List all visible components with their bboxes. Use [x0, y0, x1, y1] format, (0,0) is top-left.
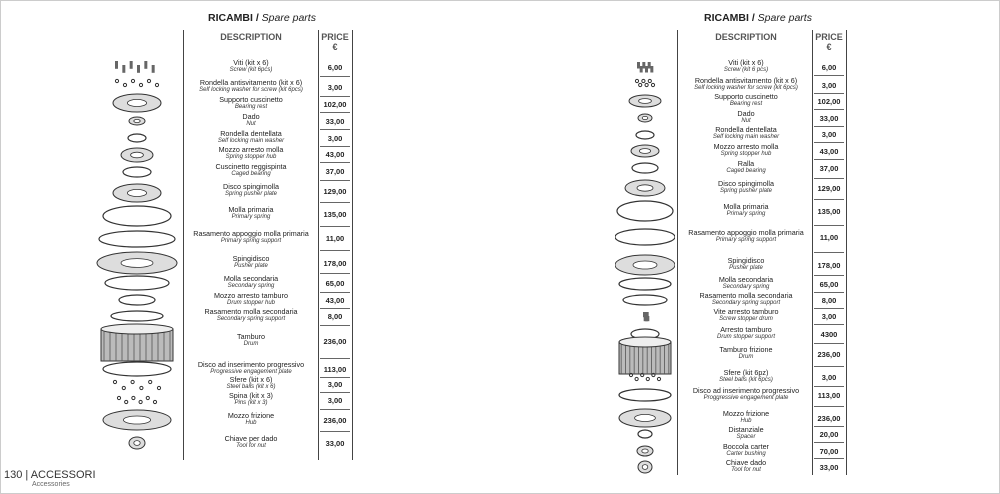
left-part-price-12: 65,00 — [325, 279, 345, 288]
part-name-english: Drum stopper support — [716, 334, 776, 340]
right-part-row-6 — [680, 143, 812, 158]
hub-icon — [103, 410, 171, 430]
left-part-price-7: 37,00 — [325, 167, 345, 176]
part-name: Disco ad inserimento progressivo — [692, 386, 800, 395]
part-name: Mozzo arresto molla — [218, 145, 284, 154]
right-part-row-3 — [680, 93, 812, 108]
left-part-price-10: 11,00 — [325, 234, 345, 243]
part-name-english: Spring pusher plate — [719, 188, 773, 194]
left-part-price-2: 3,00 — [327, 83, 343, 92]
progressive-plate-icon — [103, 362, 171, 376]
part-name: Rasamento appoggio molla primaria — [193, 229, 309, 238]
progressive-plate-icon — [619, 389, 671, 401]
left-part-price-16: 113,00 — [323, 365, 347, 374]
part-name: Mozzo frizione — [722, 409, 770, 418]
right-row-separator — [814, 178, 844, 179]
left-part-price-13: 43,00 — [325, 296, 345, 305]
part-name: Distanziale — [728, 425, 764, 434]
nut-icon — [638, 114, 652, 122]
pusher-plate-icon — [615, 255, 675, 275]
part-name-english: Drum stopper hub — [226, 300, 276, 306]
right-part-row-11 — [680, 257, 812, 272]
primary-spring-icon — [103, 206, 171, 226]
right-header-sub: Spare parts — [757, 12, 812, 24]
right-row-separator — [814, 442, 844, 443]
left-col-price-label: PRICE — [321, 32, 349, 42]
left-row-separator — [320, 250, 350, 251]
part-name-english: Screw (kit 6 pcs) — [723, 67, 769, 73]
spring-stopper-hub-icon — [631, 145, 659, 157]
part-name-english: Bearing rest — [729, 101, 763, 107]
toothed-washer-icon — [636, 131, 654, 139]
left-header — [208, 12, 316, 24]
left-row-separator — [320, 112, 350, 113]
right-part-price-19: 236,00 — [817, 414, 841, 423]
left-part-row-9 — [184, 206, 318, 221]
part-name: Disco ad inserimento progressivo — [197, 360, 305, 369]
right-part-row-14 — [680, 308, 812, 323]
right-page — [500, 0, 1000, 494]
part-name: Molla secondaria — [718, 275, 774, 284]
right-part-price-8: 129,00 — [817, 184, 841, 193]
part-name: Supporto cuscinetto — [219, 95, 283, 104]
part-name: Boccola carter — [723, 442, 769, 451]
right-part-price-12: 65,00 — [819, 280, 839, 289]
right-part-price-2: 3,00 — [821, 81, 837, 90]
spring-pusher-plate-icon — [625, 180, 665, 196]
part-name: Vite arresto tamburo — [713, 307, 779, 316]
right-part-price-10: 11,00 — [819, 233, 839, 242]
part-name: Rondella dentellata — [220, 129, 282, 138]
left-part-price-4: 33,00 — [325, 117, 345, 126]
primary-spring-icon — [617, 201, 673, 221]
left-part-row-5 — [184, 130, 318, 145]
right-row-separator — [814, 458, 844, 459]
carter-bushing-icon — [637, 446, 653, 456]
left-part-row-11 — [184, 255, 318, 270]
right-col-currency: € — [826, 42, 832, 52]
part-name-english: Pusher plate — [729, 265, 763, 271]
right-row-separator — [814, 308, 844, 309]
part-name: Sfere (kit x 6) — [229, 375, 273, 384]
primary-spring-support-icon — [99, 231, 175, 247]
right-row-separator — [814, 426, 844, 427]
part-name: Molla secondaria — [223, 274, 279, 283]
right-row-separator — [814, 275, 844, 276]
left-part-price-9: 135,00 — [323, 210, 347, 219]
part-name: Dado — [242, 112, 260, 121]
left-part-row-2 — [184, 79, 318, 94]
right-col-price — [812, 32, 846, 52]
part-name: Rasamento appoggio molla primaria — [688, 228, 804, 237]
right-row-separator — [814, 109, 844, 110]
part-name: Molla primaria — [723, 202, 769, 211]
part-name-english: Self locking main washer — [217, 138, 285, 144]
right-part-price-16: 236,00 — [817, 350, 841, 359]
left-part-price-5: 3,00 — [327, 134, 343, 143]
part-name-english: Screw stopper drum — [719, 316, 773, 322]
right-row-separator — [814, 386, 844, 387]
steel-balls-icon — [113, 380, 160, 389]
left-row-separator — [320, 146, 350, 147]
right-part-price-17: 3,00 — [821, 373, 837, 382]
left-part-row-19 — [184, 412, 318, 427]
toothed-washer-icon — [128, 134, 146, 142]
left-parts-drawing — [95, 55, 180, 465]
left-part-row-8 — [184, 183, 318, 198]
part-name: Chiave dado — [725, 458, 767, 467]
part-name: Rondella antisvitamento (kit x 6) — [694, 76, 798, 85]
part-name-english: Pins (kit x 3) — [234, 400, 268, 406]
left-part-row-16 — [184, 361, 318, 376]
spring-stopper-hub-icon — [121, 148, 153, 162]
part-name-english: Secondary spring — [227, 283, 275, 289]
right-part-row-2 — [680, 77, 812, 92]
right-row-separator — [814, 324, 844, 325]
left-row-separator — [320, 392, 350, 393]
left-row-separator — [320, 325, 350, 326]
left-part-price-18: 3,00 — [327, 396, 343, 405]
drum-screw-icon — [643, 312, 649, 321]
right-part-price-21: 70,00 — [819, 447, 839, 456]
part-name-english: Screw (kit 6pcs) — [229, 67, 273, 73]
part-name: Mozzo arresto molla — [713, 142, 779, 151]
left-part-row-14 — [184, 308, 318, 323]
part-name-english: Steel balls (kit x 6) — [226, 384, 276, 390]
left-row-separator — [320, 129, 350, 130]
right-part-row-1 — [680, 59, 812, 74]
right-part-price-18: 113,00 — [817, 391, 841, 400]
part-name: Supporto cuscinetto — [714, 92, 778, 101]
part-name: Arresto tamburo — [720, 325, 772, 334]
part-name: Chiave per dado — [224, 434, 278, 443]
left-col-price — [318, 32, 352, 52]
part-name: Spingidisco — [232, 254, 270, 263]
part-name: Rasamento molla secondaria — [204, 307, 298, 316]
pins-icon — [117, 396, 156, 403]
part-name-english: Tool for nut — [731, 467, 761, 473]
right-divider-a — [677, 30, 678, 475]
right-row-separator — [814, 159, 844, 160]
part-name-english: Steel balls (kit 6pcs) — [719, 377, 773, 383]
washer-icon — [115, 79, 158, 86]
left-row-separator — [320, 226, 350, 227]
primary-spring-support-icon — [615, 229, 675, 245]
right-part-row-15 — [680, 326, 812, 341]
right-part-row-18 — [680, 387, 812, 402]
left-part-row-10 — [184, 230, 318, 245]
right-part-row-21 — [680, 443, 812, 458]
part-name-english: Primary spring — [726, 211, 766, 217]
part-name: Tamburo frizione — [719, 345, 773, 354]
right-parts-drawing — [615, 55, 675, 475]
right-col-price-label: PRICE — [815, 32, 843, 42]
left-part-row-4 — [184, 113, 318, 128]
caged-bearing-icon — [632, 163, 658, 173]
left-row-separator — [320, 180, 350, 181]
part-name-english: Bearing rest — [234, 104, 268, 110]
left-row-separator — [320, 273, 350, 274]
page-section-sub: Accessories — [32, 481, 70, 488]
part-name: Mozzo frizione — [227, 411, 275, 420]
right-row-separator — [814, 142, 844, 143]
tool-for-nut-icon — [129, 437, 145, 449]
left-row-separator — [320, 202, 350, 203]
left-part-price-17: 3,00 — [327, 380, 343, 389]
right-part-row-12 — [680, 276, 812, 291]
right-row-separator — [814, 343, 844, 344]
left-header-main: RICAMBI / — [208, 12, 259, 24]
part-name: Dado — [737, 109, 755, 118]
right-divider-c — [846, 30, 847, 475]
left-row-separator — [320, 162, 350, 163]
part-name-english: Drum — [243, 341, 259, 347]
part-name: Tamburo — [237, 332, 265, 341]
left-part-price-8: 129,00 — [323, 187, 347, 196]
right-part-price-9: 135,00 — [817, 207, 841, 216]
part-name-english: Spring stopper hub — [225, 154, 277, 160]
right-part-price-5: 3,00 — [821, 130, 837, 139]
right-part-row-10 — [680, 229, 812, 244]
part-name-english: Spacer — [736, 434, 756, 440]
right-part-price-15: 4300 — [820, 330, 838, 339]
part-name-english: Caged bearing — [231, 171, 271, 177]
bearing-rest-icon — [629, 95, 661, 107]
spring-pusher-plate-icon — [113, 184, 161, 202]
right-part-price-13: 8,00 — [821, 296, 837, 305]
part-name-english: Pusher plate — [234, 263, 268, 269]
part-name-english: Self locking washer for screw (kit 6pcs) — [199, 87, 303, 93]
page-number: 130 | ACCESSORI — [4, 469, 96, 481]
part-name-english: Hub — [740, 418, 752, 424]
right-part-price-20: 20,00 — [819, 430, 839, 439]
right-part-row-19 — [680, 410, 812, 425]
right-part-row-13 — [680, 292, 812, 307]
secondary-spring-icon — [105, 276, 169, 290]
drum-icon — [619, 337, 671, 374]
left-part-price-14: 8,00 — [327, 312, 343, 321]
part-name: Cuscinetto reggispinta — [215, 162, 287, 171]
part-name: Disco spingimolla — [223, 182, 279, 191]
part-name-english: Drum — [738, 354, 754, 360]
part-name-english: Spring stopper hub — [720, 151, 772, 157]
nut-icon — [129, 117, 145, 125]
left-divider-c — [352, 30, 353, 460]
drum-stopper-hub-icon — [119, 295, 155, 305]
part-name-english: Self locking washer for screw (kit 6pcs) — [694, 85, 798, 91]
left-row-separator — [320, 409, 350, 410]
secondary-spring-icon — [619, 278, 671, 290]
right-part-row-4 — [680, 110, 812, 125]
part-name-english: Hub — [245, 420, 257, 426]
screw-icon — [115, 61, 155, 73]
right-part-price-6: 43,00 — [819, 147, 839, 156]
left-part-price-6: 43,00 — [325, 150, 345, 159]
right-row-separator — [814, 93, 844, 94]
caged-bearing-icon — [123, 167, 151, 177]
right-part-row-22 — [680, 459, 812, 474]
right-row-separator — [814, 366, 844, 367]
part-name-english: Progressive engagement plate — [210, 369, 292, 375]
right-part-price-11: 178,00 — [817, 261, 841, 270]
left-col-currency: € — [332, 42, 338, 52]
left-part-price-20: 33,00 — [325, 439, 345, 448]
right-part-row-20 — [680, 426, 812, 441]
drum-icon — [101, 324, 173, 361]
right-row-separator — [814, 199, 844, 200]
part-name: Viti (kit x 6) — [233, 58, 269, 67]
tool-for-nut-icon — [638, 461, 652, 473]
right-part-price-22: 33,00 — [819, 463, 839, 472]
left-part-row-18 — [184, 392, 318, 407]
right-part-price-7: 37,00 — [819, 164, 839, 173]
right-part-price-3: 102,00 — [817, 97, 841, 106]
left-part-row-6 — [184, 146, 318, 161]
part-name-english: Proggressive engagement plate — [703, 395, 789, 401]
part-name: Sfere (kit 6pz) — [723, 368, 769, 377]
left-row-separator — [320, 377, 350, 378]
left-part-row-20 — [184, 435, 318, 450]
part-name-english: Secondary spring — [722, 284, 770, 290]
right-header-main: RICAMBI / — [704, 12, 755, 24]
part-name-english: Carter bushing — [726, 451, 766, 457]
left-part-price-15: 236,00 — [323, 337, 347, 346]
part-name: Rondella antisvitamento (kit x 6) — [199, 78, 303, 87]
right-row-separator — [814, 292, 844, 293]
left-part-row-12 — [184, 275, 318, 290]
washer-icon — [635, 79, 654, 86]
left-row-separator — [320, 96, 350, 97]
part-name-english: Primary spring support — [220, 238, 282, 244]
part-name: Viti (kit x 6) — [728, 58, 764, 67]
right-header — [704, 12, 812, 24]
left-row-separator — [320, 308, 350, 309]
part-name-english: Secondary spring support — [216, 316, 286, 322]
part-name: Disco spingimolla — [718, 179, 774, 188]
part-name-english: Nut — [246, 121, 256, 127]
left-col-description: DESCRIPTION — [220, 32, 282, 42]
part-name: Mozzo arresto tamburo — [214, 291, 288, 300]
secondary-spring-support-icon — [111, 311, 163, 321]
left-row-separator — [320, 76, 350, 77]
left-part-row-15 — [184, 333, 318, 348]
spacer-icon — [638, 430, 652, 438]
part-name: Molla primaria — [228, 205, 274, 214]
right-part-row-5 — [680, 126, 812, 141]
part-name-english: Primary spring support — [715, 237, 777, 243]
right-part-price-14: 3,00 — [821, 312, 837, 321]
left-part-price-11: 178,00 — [323, 259, 347, 268]
left-row-separator — [320, 431, 350, 432]
part-name-english: Primary spring — [231, 214, 271, 220]
right-part-row-16 — [680, 346, 812, 361]
left-part-price-1: 6,00 — [327, 63, 343, 72]
right-row-separator — [814, 406, 844, 407]
right-row-separator — [814, 225, 844, 226]
bearing-rest-icon — [113, 94, 161, 112]
part-name: Rasamento molla secondaria — [699, 291, 793, 300]
part-name-english: Spring pusher plate — [224, 191, 278, 197]
part-name-english: Caged bearing — [726, 168, 766, 174]
part-name-english: Self locking main washer — [712, 134, 780, 140]
left-row-separator — [320, 292, 350, 293]
left-part-price-3: 102,00 — [323, 100, 347, 109]
left-part-row-1 — [184, 59, 318, 74]
left-part-row-3 — [184, 96, 318, 111]
part-name-english: Secondary spring support — [711, 300, 781, 306]
left-row-separator — [320, 358, 350, 359]
left-part-row-13 — [184, 292, 318, 307]
left-part-row-17 — [184, 376, 318, 391]
pusher-plate-icon — [97, 252, 177, 274]
right-col-description: DESCRIPTION — [715, 32, 777, 42]
left-part-price-19: 236,00 — [323, 416, 347, 425]
right-part-price-4: 33,00 — [819, 114, 839, 123]
part-name-english: Tool for nut — [236, 443, 266, 449]
part-name-english: Nut — [741, 118, 751, 124]
part-name: Spina (kit x 3) — [229, 391, 273, 400]
right-part-row-9 — [680, 203, 812, 218]
right-row-separator — [814, 126, 844, 127]
right-part-price-1: 6,00 — [821, 63, 837, 72]
left-footer — [4, 465, 96, 488]
right-row-separator — [814, 252, 844, 253]
part-name: Spingidisco — [727, 256, 765, 265]
part-name: Rondella dentellata — [715, 125, 777, 134]
secondary-spring-support-icon — [623, 295, 667, 305]
screw-icon — [637, 62, 653, 73]
right-part-row-17 — [680, 369, 812, 384]
right-part-row-8 — [680, 180, 812, 195]
hub-icon — [619, 409, 671, 427]
part-name: Ralla — [737, 159, 755, 168]
left-part-row-7 — [184, 163, 318, 178]
right-part-row-7 — [680, 160, 812, 175]
left-header-sub: Spare parts — [261, 12, 316, 24]
right-row-separator — [814, 75, 844, 76]
